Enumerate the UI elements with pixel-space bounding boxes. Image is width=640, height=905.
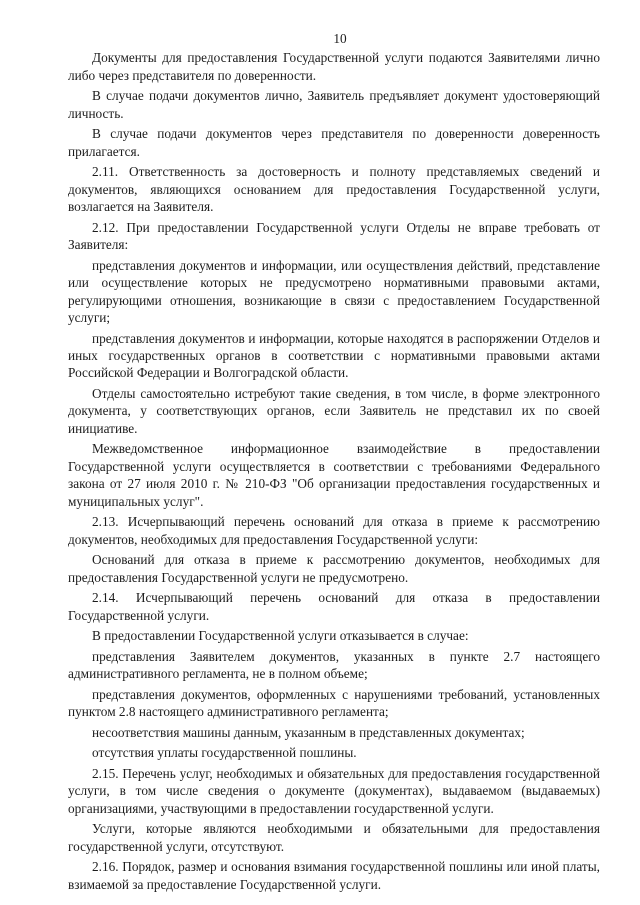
paragraph-2-16: 2.16. Порядок, размер и основания взимания государственной пошлины или иной платы, взимаемой за предоставление Государственной услуги.: [68, 859, 600, 892]
paragraph-2-11: 2.11. Ответственность за достоверность и полноту представляемых сведений и документов, являющихся основанием для предоставления Государственной услуги, возлагается на Заявителя.: [68, 164, 600, 215]
paragraph-refusal-item-2: представления документов, оформленных с нарушениями требований, установленных пунктом 2.8 настоящего административного регламента;: [68, 686, 600, 720]
paragraph-refusal-item-3: несоответствия машины данным, указанным в представленных документах;: [92, 724, 525, 740]
paragraph-2-12-item-1: представления документов и информации, или осуществления действий, представление или осуществление которых не предусмотрено нормативными правовыми актами, регулирующими отношения, возникающие в связи с предоставлением Государственной услуги;: [68, 257, 600, 326]
paragraph-proxy-submission: В случае подачи документов через представителя по доверенности доверенность прилагается.: [68, 126, 600, 159]
paragraph-self-request: Отделы самостоятельно истребуют такие сведения, в том числе, в форме электронного документа, у соответствующих органов, если Заявитель не представил их по своей инициативе.: [68, 386, 600, 436]
paragraph-personal-submission: В случае подачи документов лично, Заявитель предъявляет документ удостоверяющий личность.: [68, 88, 600, 121]
paragraph-2-14: 2.14. Исчерпывающий перечень оснований для отказа в предоставлении Государственной услуги.: [68, 590, 600, 623]
paragraph-2-15: 2.15. Перечень услуг, необходимых и обязательных для предоставления государственной услуги, в том числе сведения о документе (документах), выдаваемом (выдаваемых) организациями, участвующими в предоставлении государственной услуги.: [68, 766, 600, 816]
paragraph-2-13-none: Оснований для отказа в приеме к рассмотрению документов, необходимых для предоставления Государственной услуги не предусмотрено.: [68, 552, 600, 585]
paragraph-submission-method: Документы для предоставления Государственной услуги подаются Заявителями лично либо через представителя по доверенности.: [68, 50, 600, 83]
paragraph-services-absent: Услуги, которые являются необходимыми и обязательными для предоставления государственной услуги, отсутствуют.: [68, 821, 600, 854]
paragraph-refusal-item-1: представления Заявителем документов, указанных в пункте 2.7 настоящего административного регламента, не в полном объеме;: [68, 648, 600, 682]
paragraph-2-13: 2.13. Исчерпывающий перечень оснований для отказа в приеме к рассмотрению документов, необходимых для предоставления Государственной услуги:: [68, 514, 600, 547]
paragraph-2-12: 2.12. При предоставлении Государственной услуги Отделы не вправе требовать от Заявителя:: [68, 219, 600, 253]
paragraph-2-12-item-2: представления документов и информации, которые находятся в распоряжении Отделов и иных государственных органов в соответствии с нормативными правовыми актами Российской Федерации и Волгоградской области.: [68, 330, 600, 381]
paragraph-interagency: Межведомственное информационное взаимодействие в предоставлении Государственной услуги осуществляется в соответствии с требованиями Федерального закона от 27 июля 2010 г. № 210-ФЗ "Об организации предоставления государственных и муниципальных услуг".: [68, 441, 600, 509]
page-number: 10: [333, 31, 347, 46]
paragraph-refusal-cases: В предоставлении Государственной услуги отказывается в случае:: [92, 628, 469, 644]
paragraph-refusal-item-4: отсутствия уплаты государственной пошлины.: [92, 745, 357, 761]
